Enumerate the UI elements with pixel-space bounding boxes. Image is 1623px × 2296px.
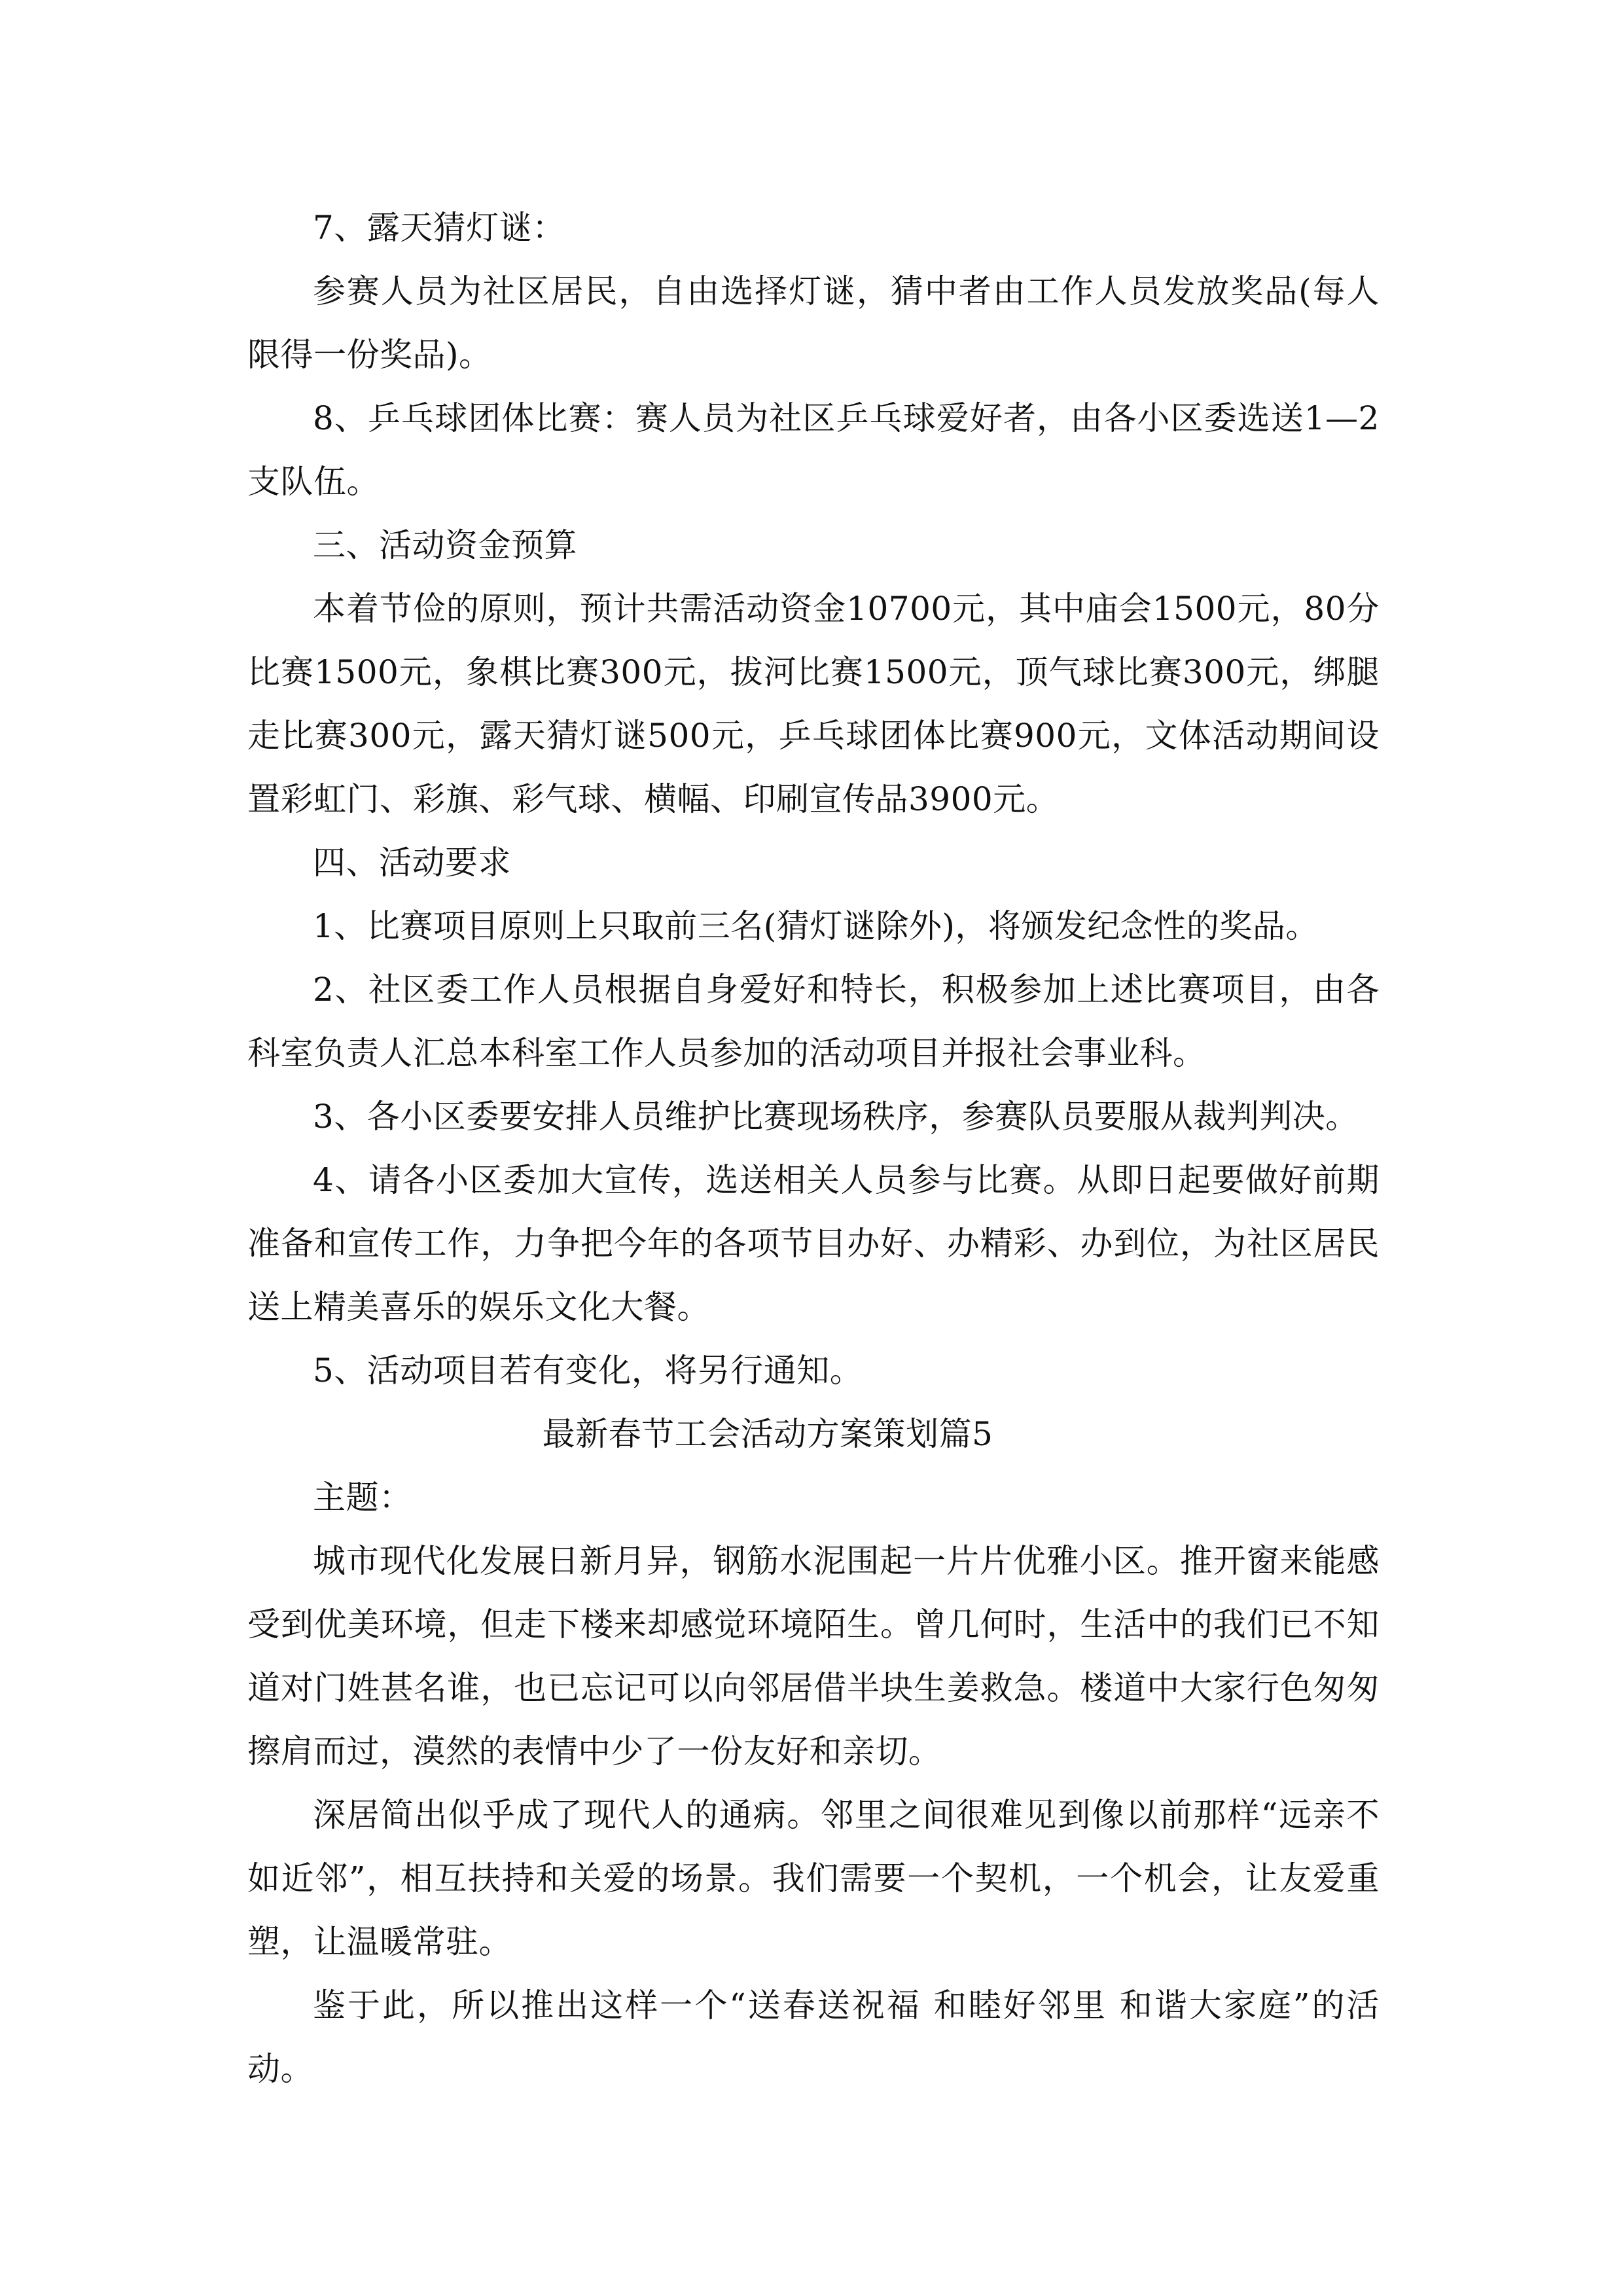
paragraph-requirement-2: 2、社区委工作人员根据自身爱好和特长，积极参加上述比赛项目，由各科室负责人汇总本科室工作人员参加的活动项目并报社会事业科。 xyxy=(247,971,1380,1072)
section-title-plan-5: 最新春节工会活动方案策划篇5 xyxy=(542,1415,993,1453)
paragraph-table-tennis: 8、乒乓球团体比赛：赛人员为社区乒乓球爱好者，由各小区委选送1—2支队伍。 xyxy=(247,399,1380,501)
subheading-lantern-riddles: 7、露天猜灯谜： xyxy=(313,209,565,247)
paragraph-requirement-3: 3、各小区委要安排人员维护比赛现场秩序，参赛队员要服从裁判判决。 xyxy=(313,1098,1359,1136)
subheading-theme: 主题： xyxy=(313,1479,412,1516)
paragraph-requirement-4: 4、请各小区委加大宣传，选送相关人员参与比赛。从即日起要做好前期准备和宣传工作，力争把今年的各项节目办好、办精彩、办到位，为社区居民送上精美喜乐的娱乐文化大餐。 xyxy=(247,1161,1380,1326)
paragraph-lantern-riddles-participants: 参赛人员为社区居民，自由选择灯谜，猜中者由工作人员发放奖品(每人限得一份奖品)。 xyxy=(247,272,1380,374)
paragraph-budget: 本着节俭的原则，预计共需活动资金10700元，其中庙会1500元，80分比赛1500元，象棋比赛300元，拔河比赛1500元，顶气球比赛300元，绑腿走比赛300元，露天猜灯谜500元，乒乓球团体比赛900元，文体活动期间设置彩虹门、彩旗、彩气球、横幅、印刷宣传品3900元。 xyxy=(247,590,1380,818)
paragraph-city-modernization: 城市现代化发展日新月异，钢筋水泥围起一片片优雅小区。推开窗来能感受到优美环境，但走下楼来却感觉环境陌生。曾几何时，生活中的我们已不知道对门姓甚名谁，也已忘记可以向邻居借半块生姜救急。楼道中大家行色匆匆擦肩而过，漠然的表情中少了一份友好和亲切。 xyxy=(247,1542,1380,1770)
document-body xyxy=(247,196,1380,2101)
section-heading-budget: 三、活动资金预算 xyxy=(313,526,577,564)
paragraph-requirement-1: 1、比赛项目原则上只取前三名(猜灯谜除外)，将颁发纪念性的奖品。 xyxy=(313,907,1319,945)
paragraph-requirement-5: 5、活动项目若有变化，将另行通知。 xyxy=(313,1352,863,1390)
paragraph-neighbors: 深居简出似乎成了现代人的通病。邻里之间很难见到像以前那样“远亲不如近邻”，相互扶持和关爱的场景。我们需要一个契机，一个机会，让友爱重塑，让温暖常驻。 xyxy=(247,1796,1380,1961)
paragraph-activity-intro: 鉴于此，所以推出这样一个“送春送祝福 和睦好邻里 和谐大家庭”的活动。 xyxy=(247,1986,1380,2088)
section-heading-requirements: 四、活动要求 xyxy=(313,844,511,882)
